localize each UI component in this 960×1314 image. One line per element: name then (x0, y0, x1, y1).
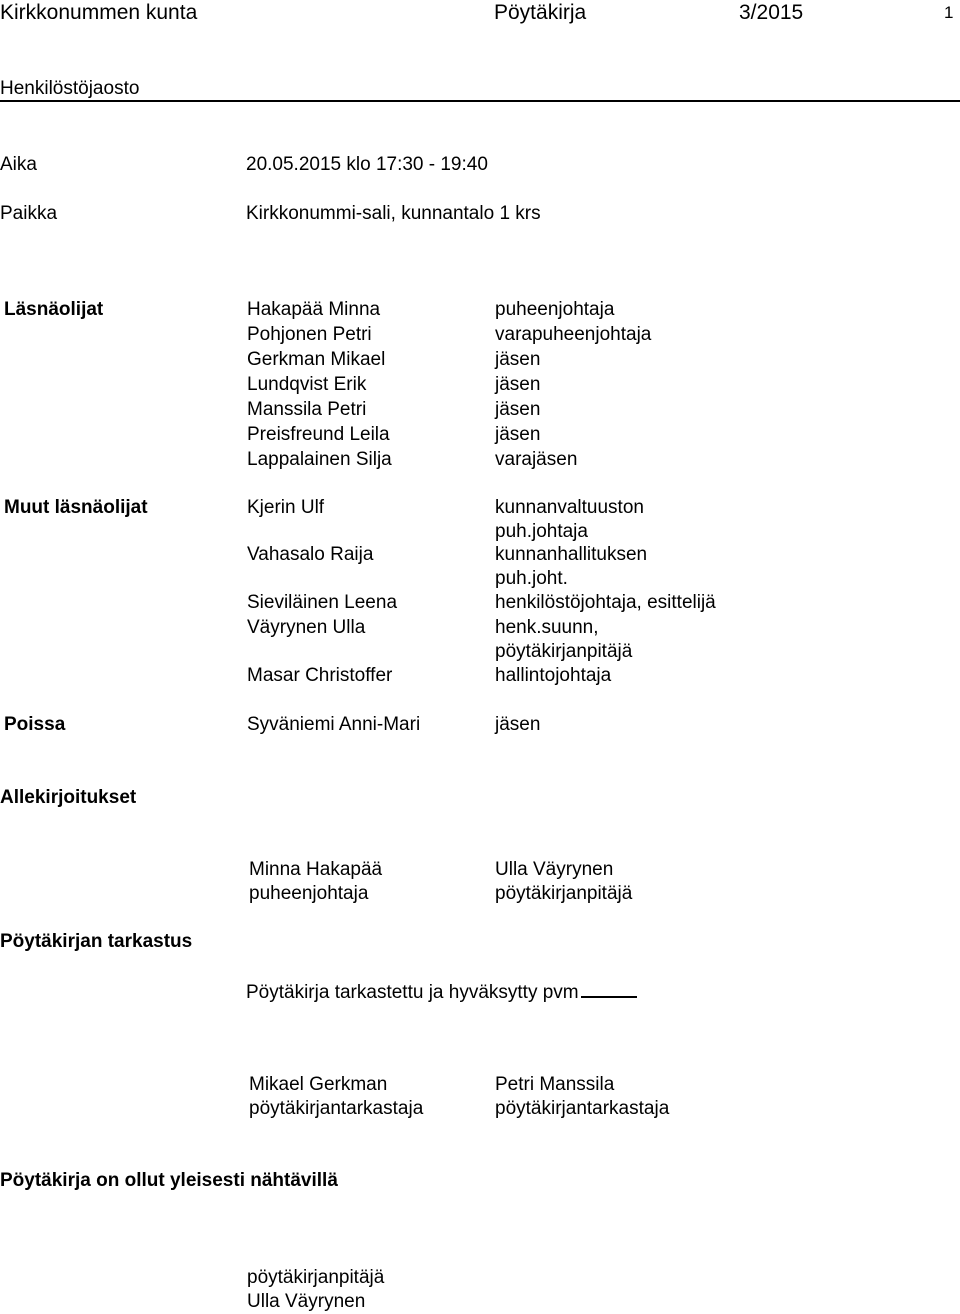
present-name: Lundqvist Erik (247, 374, 367, 395)
present-name: Preisfreund Leila (247, 424, 390, 445)
present-name: Lappalainen Silja (247, 449, 392, 470)
present-role: jäsen (495, 424, 541, 445)
other-role-line: puh.johtaja (495, 521, 588, 542)
display-signer-name: Ulla Väyrynen (247, 1291, 366, 1312)
absent-label: Poissa (4, 714, 66, 735)
other-role-line: henk.suunn, (495, 617, 599, 638)
absent-name: Syväniemi Anni-Mari (247, 714, 421, 735)
signer-role: puheenjohtaja (249, 883, 369, 904)
other-role-line: kunnanvaltuuston (495, 497, 644, 518)
reviewer-role: pöytäkirjantarkastaja (495, 1098, 670, 1119)
other-name: Masar Christoffer (247, 665, 393, 686)
present-role: varajäsen (495, 449, 578, 470)
present-role: jäsen (495, 374, 541, 395)
other-name: Vahasalo Raija (247, 544, 374, 565)
signer-role: pöytäkirjanpitäjä (495, 883, 633, 904)
present-name: Gerkman Mikael (247, 349, 386, 370)
signer-name: Ulla Väyrynen (495, 859, 614, 880)
signer-name: Minna Hakapää (249, 859, 383, 880)
municipality-name: Kirkkonummen kunta (0, 1, 198, 24)
document-type: Pöytäkirja (494, 1, 587, 24)
present-name: Manssila Petri (247, 399, 367, 420)
other-name: Sieviläinen Leena (247, 592, 398, 613)
page-number: 1 (944, 3, 954, 22)
review-label: Pöytäkirjan tarkastus (0, 931, 193, 952)
other-role-line: pöytäkirjanpitäjä (495, 641, 633, 662)
other-role-line: hallintojohtaja (495, 665, 612, 686)
review-statement: Pöytäkirja tarkastettu ja hyväksytty pvm (246, 982, 579, 1003)
other-role-line: henkilöstöjohtaja, esittelijä (495, 592, 716, 613)
header-divider (0, 100, 960, 102)
other-role-line: kunnanhallituksen (495, 544, 648, 565)
other-name: Väyrynen Ulla (247, 617, 366, 638)
other-name: Kjerin Ulf (247, 497, 325, 518)
present-role: jäsen (495, 399, 541, 420)
time-label: Aika (0, 154, 37, 175)
place-label: Paikka (0, 203, 58, 224)
signatures-label: Allekirjoitukset (0, 787, 137, 808)
others-label: Muut läsnäolijat (4, 497, 148, 518)
reviewer-name: Petri Manssila (495, 1074, 615, 1095)
reviewer-name: Mikael Gerkman (249, 1074, 388, 1095)
document-number: 3/2015 (739, 1, 804, 24)
place-value: Kirkkonummi-sali, kunnantalo 1 krs (246, 203, 541, 224)
time-value: 20.05.2015 klo 17:30 - 19:40 (246, 154, 488, 175)
present-label: Läsnäolijat (4, 299, 104, 320)
public-display-label: Pöytäkirja on ollut yleisesti nähtävillä (0, 1170, 338, 1191)
review-statement-line (246, 978, 637, 1005)
reviewer-role: pöytäkirjantarkastaja (249, 1098, 424, 1119)
date-blank (581, 978, 637, 998)
present-name: Pohjonen Petri (247, 324, 372, 345)
present-role: varapuheenjohtaja (495, 324, 652, 345)
present-role: puheenjohtaja (495, 299, 615, 320)
present-role: jäsen (495, 349, 541, 370)
absent-role: jäsen (495, 714, 541, 735)
display-signer-role: pöytäkirjanpitäjä (247, 1267, 385, 1288)
present-name: Hakapää Minna (247, 299, 381, 320)
body-name: Henkilöstöjaosto (0, 78, 140, 99)
other-role-line: puh.joht. (495, 568, 568, 589)
